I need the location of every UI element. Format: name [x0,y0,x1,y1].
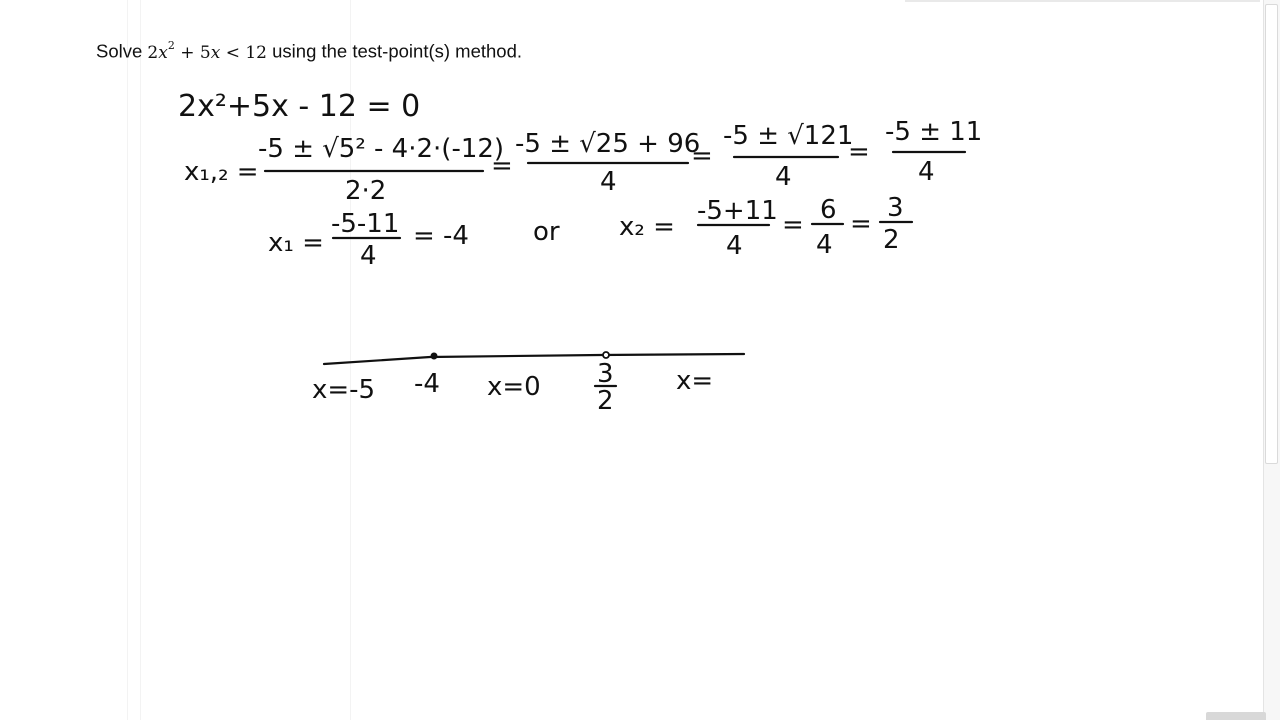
frac4-denominator: 4 [918,157,935,187]
x2-result-numerator: 3 [887,193,904,223]
problem-prefix: Solve [96,40,148,62]
problem-var: x [158,42,168,63]
problem-inequality: < 12 [220,42,267,63]
x2-equals: = [782,210,804,240]
open-point-root2 [603,352,609,358]
test-point-right: x= [676,366,714,396]
x2-mid-denominator: 4 [816,230,833,260]
equation-line: 2x²+5x - 12 = 0 [178,89,421,124]
x1-numerator: -5-11 [331,209,400,239]
vertical-scrollbar[interactable] [1263,0,1280,720]
problem-var2: x [210,42,221,63]
frac2-numerator: -5 ± √25 + 96 [515,129,701,159]
resize-grip[interactable] [1206,712,1266,720]
problem-plus: + 5 [174,42,211,63]
x1-denominator: 4 [360,241,377,271]
x2-result-denominator: 2 [883,225,900,255]
root2-label-numerator: 3 [597,359,614,389]
equals-a: = [491,151,513,181]
frac3-denominator: 4 [775,162,792,192]
test-point-left: x=-5 [312,375,376,405]
frac3-numerator: -5 ± √121 [723,121,854,151]
closed-point-root1 [431,353,438,360]
equals-b: = [691,141,713,171]
scrollbar-thumb[interactable] [1265,4,1278,464]
problem-suffix: using the test-point(s) method. [267,40,523,62]
equals-c: = [848,137,870,167]
x2-numerator: -5+11 [697,196,778,226]
problem-exponent: 2 [167,39,175,52]
x1-result: = -4 [413,221,469,251]
test-point-middle: x=0 [487,372,541,402]
x1-label: x₁ = [268,228,324,258]
frac1-numerator: -5 ± √5² - 4·2·(-12) [258,134,505,164]
frac2-denominator: 4 [600,167,617,197]
x2-denominator: 4 [726,231,743,261]
root1-label: -4 [414,369,440,399]
problem-coef-a: 2 [147,42,159,63]
number-line [324,354,744,364]
or-word: or [533,217,560,247]
x2-equals2: = [850,209,872,239]
x12-label: x₁,₂ = [184,157,259,187]
frac4-numerator: -5 ± 11 [885,117,983,147]
x2-mid-numerator: 6 [820,195,837,225]
root2-label-denominator: 2 [597,386,614,416]
frac1-denominator: 2·2 [345,176,387,206]
x2-label: x₂ = [619,212,675,242]
